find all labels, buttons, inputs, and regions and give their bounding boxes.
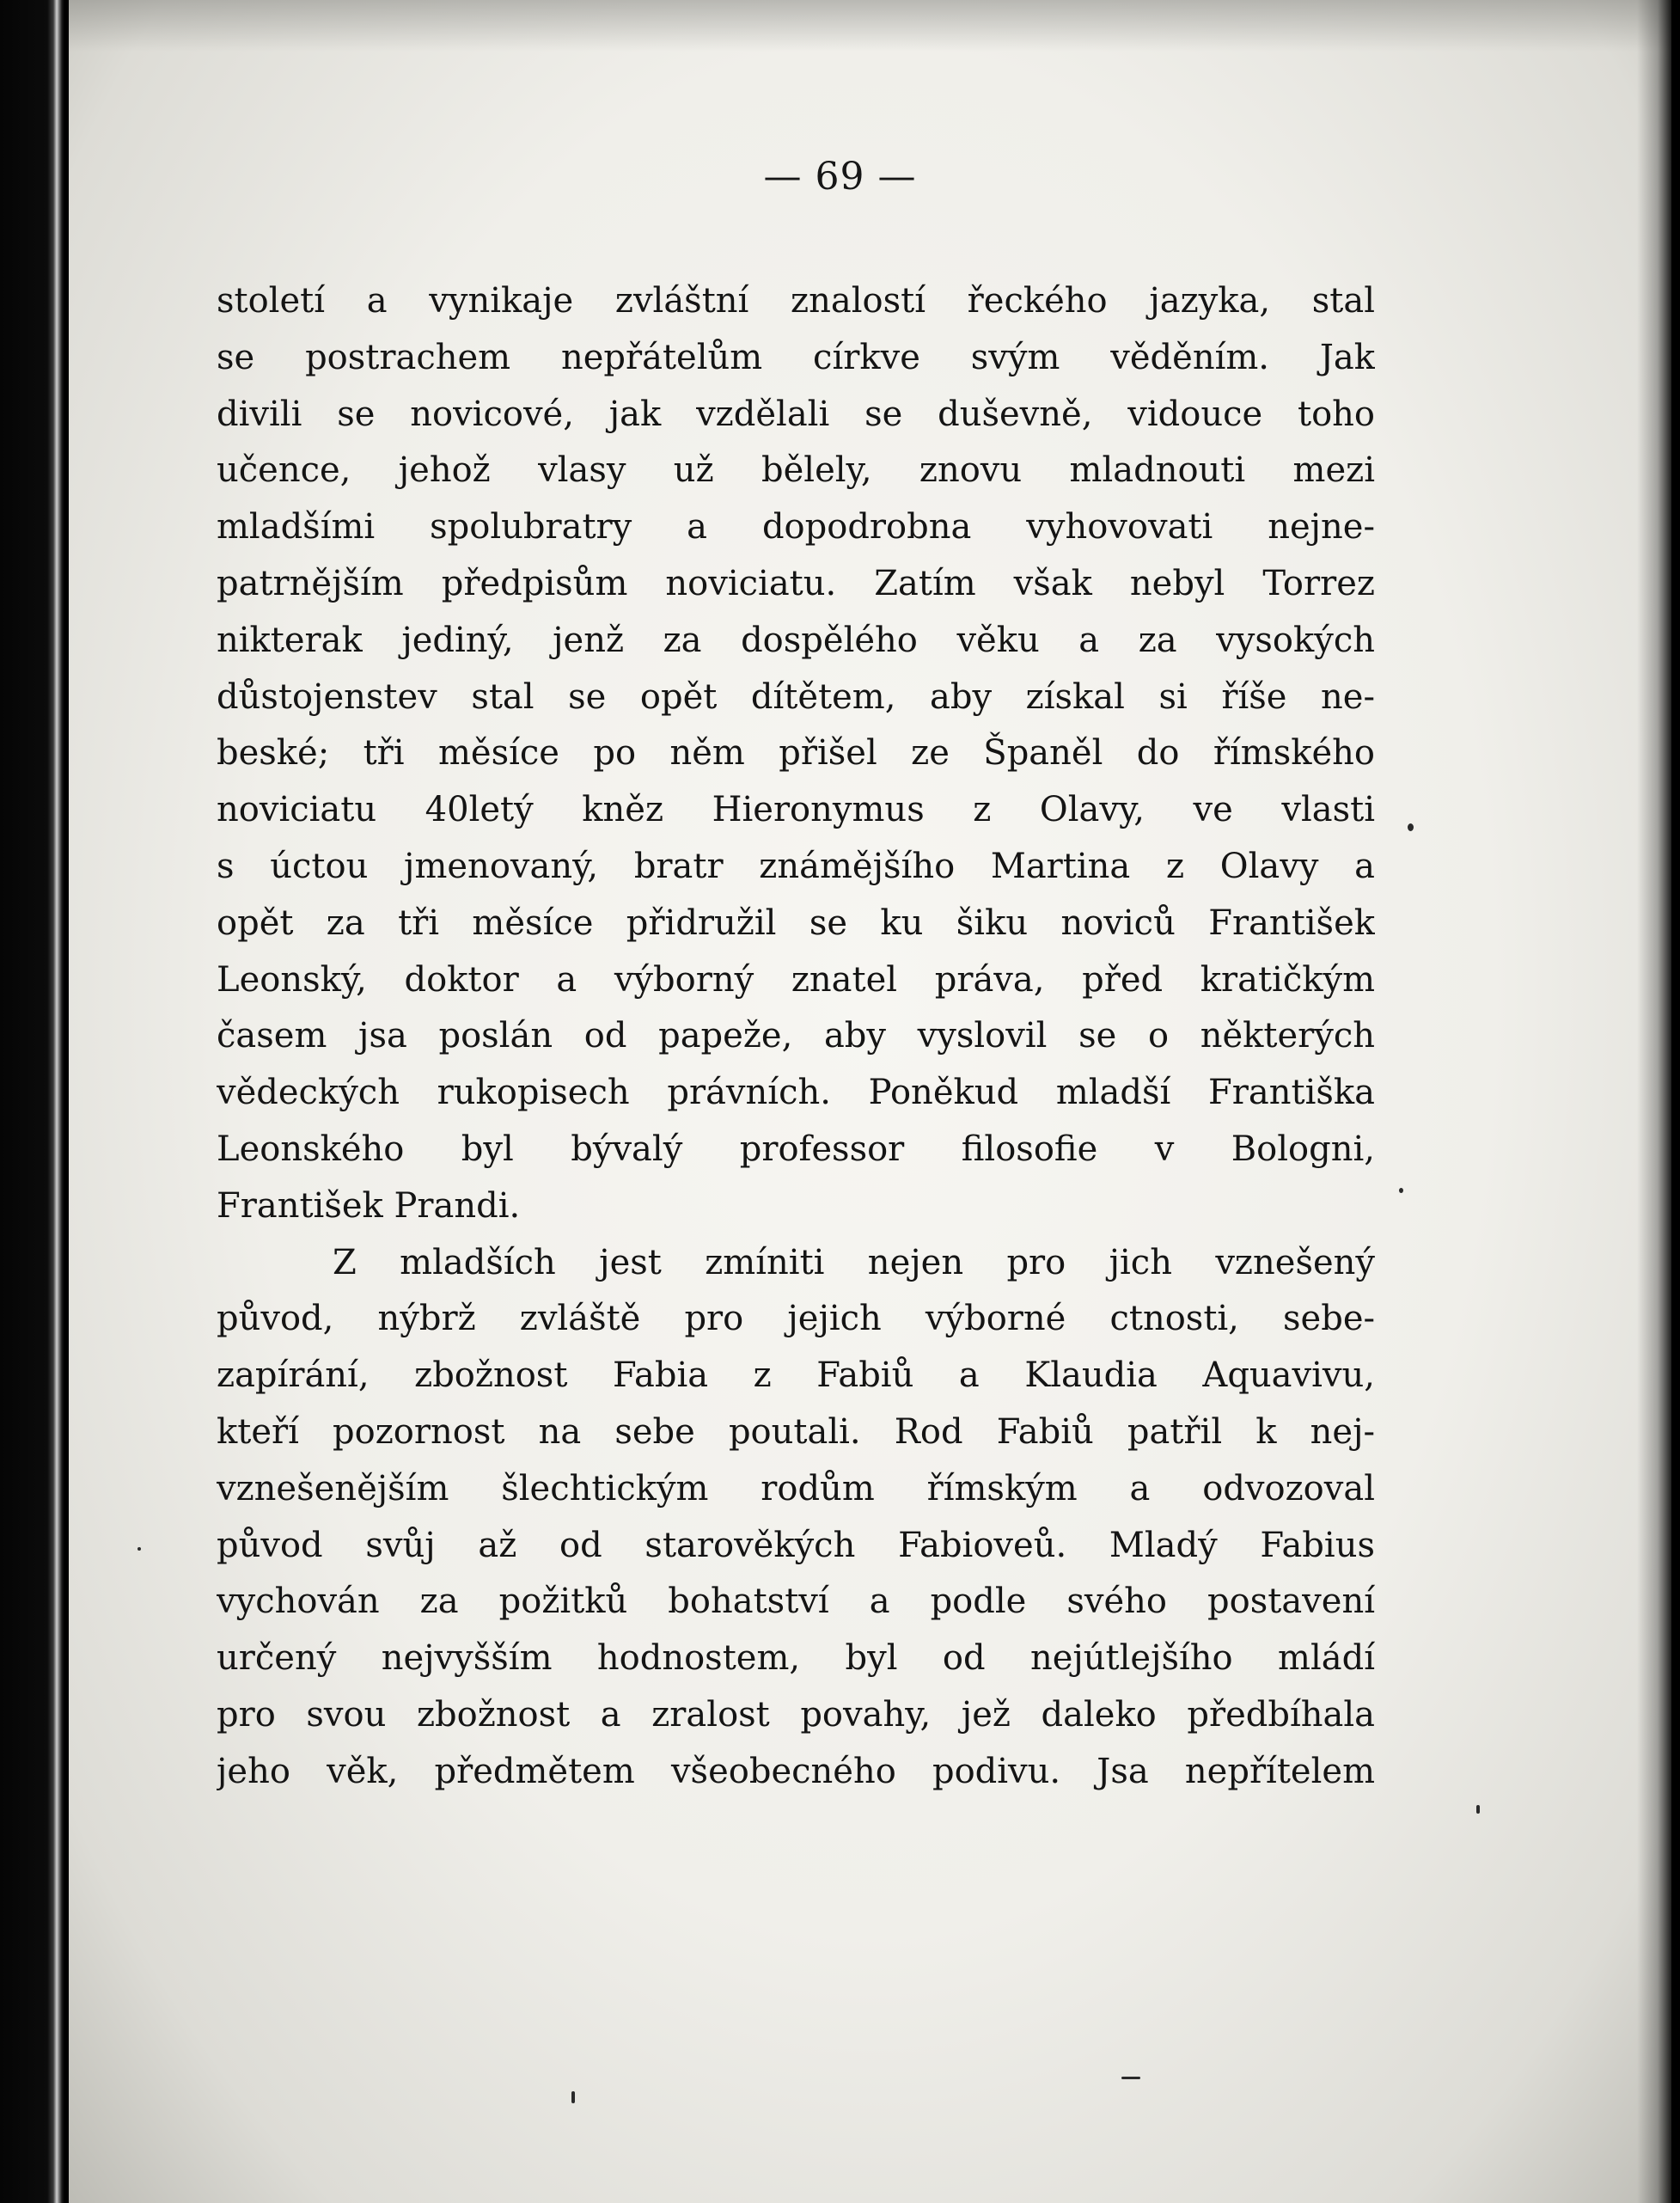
text-line: století a vynikaje zvláštní znalostí řeckého jazyka, stal (217, 281, 1375, 321)
text-line: vědeckých rukopisech právních. Poněkud mladší Františka (217, 1073, 1375, 1113)
text-line-paragraph-start: Z mladších jest zmíniti nejen pro jich vznešený (333, 1242, 1375, 1282)
text-line: vychován za požitků bohatství a podle svého postavení (217, 1582, 1375, 1622)
text-line: učence, jehož vlasy už bělely, znovu mladnouti mezi (217, 450, 1375, 491)
scan-speck (1399, 1188, 1403, 1193)
text-line: vznešenějším šlechtickým rodům římským a odvozoval (217, 1468, 1375, 1508)
text-line: beské; tři měsíce po něm přišel ze Španěl do římského (217, 733, 1375, 774)
text-line: s úctou jmenovaný, bratr známějšího Martina z Olavy a (217, 846, 1375, 886)
text-line: zapírání, zbožnost Fabia z Fabiů a Klaudia Aquavivu, (217, 1355, 1375, 1396)
text-line: opět za tři měsíce přidružil se ku šiku noviců František (217, 903, 1375, 943)
text-line: kteří pozornost na sebe poutali. Rod Fabiů patřil k nej- (217, 1411, 1375, 1452)
scan-speck (571, 2091, 575, 2103)
text-line: divili se novicové, jak vzdělali se duševně, vidouce toho (217, 394, 1375, 434)
scan-speck (1476, 1805, 1480, 1814)
text-line: patrnějším předpisům noviciatu. Zatím však nebyl Torrez (217, 563, 1375, 603)
body-text (217, 273, 1375, 1801)
text-line-paragraph-end: František Prandi. (217, 1185, 521, 1226)
text-line: se postrachem nepřátelům církve svým věděním. Jak (217, 337, 1375, 377)
scan-speck (137, 1547, 141, 1551)
paper-right-shadow (1637, 0, 1671, 2203)
text-line: nikterak jediný, jenž za dospělého věku a za vysokých (217, 620, 1375, 660)
text-line: jeho věk, předmětem všeobecného podivu. Jsa nepřítelem (217, 1751, 1375, 1791)
scan-speck (1121, 2077, 1140, 2079)
text-line: původ svůj až od starověkých Fabioveů. Mladý Fabius (217, 1525, 1375, 1565)
text-line: důstojenstev stal se opět dítětem, aby získal si říše ne- (217, 676, 1375, 717)
text-line: mladšími spolubratry a dopodrobna vyhovovati nejne- (217, 507, 1375, 548)
book-gutter (0, 0, 64, 2203)
text-line: pro svou zbožnost a zralost povahy, jež daleko předbíhala (217, 1694, 1375, 1735)
text-line: Leonského byl bývalý professor filosofie v Bologni, (217, 1129, 1375, 1169)
text-line: Leonský, doktor a výborný znatel práva, před kratičkým (217, 959, 1375, 1000)
text-line: noviciatu 40letý kněz Hieronymus z Olavy, ve vlasti (217, 790, 1375, 830)
paper-top-shadow (69, 0, 1671, 52)
text-line: určený nejvyšším hodnostem, byl od nejútlejšího mládí (217, 1638, 1375, 1679)
text-line: časem jsa poslán od papeže, aby vyslovil se o některých (217, 1016, 1375, 1056)
text-line: původ, nýbrž zvláště pro jejich výborné ctnosti, sebe- (217, 1299, 1375, 1339)
page-number: — 69 — (763, 155, 917, 199)
scan-speck (1408, 823, 1414, 831)
